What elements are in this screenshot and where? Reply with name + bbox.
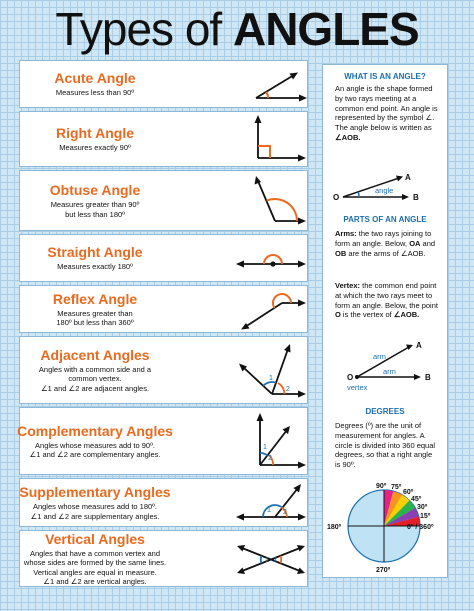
arms-text-2: are the arms of ∠AOB.	[346, 248, 426, 258]
card-right-angle-text	[20, 112, 170, 166]
obtuse-angle-diagram	[170, 171, 307, 230]
card-straight-angle-text	[20, 235, 170, 281]
card-straight-angle-title: Straight Angle	[47, 244, 143, 261]
what-is-an-angle-text	[335, 84, 439, 143]
degree-label-30: 30º	[417, 504, 428, 511]
card-obtuse-angle	[19, 170, 308, 231]
card-obtuse-angle-title: Obtuse Angle	[49, 182, 141, 198]
degrees-heading: DEGREES	[365, 407, 405, 416]
vertex-text-1: the common end point at which the two rays meet to form an angle. Below, the point	[335, 281, 438, 310]
parts-diagram-arm-2: arm	[383, 367, 396, 376]
vertex-text-2: is the vertex of	[340, 310, 394, 320]
adjacent-angle-label-2: 2	[286, 386, 290, 393]
vertical-angle-label-1: 1	[265, 557, 269, 564]
vertex-o: O	[335, 310, 341, 320]
parts-of-an-angle-heading: PARTS OF AN ANGLE	[343, 215, 427, 224]
card-vertical-angles-title: Vertical Angles	[45, 530, 145, 547]
what-aob: ∠AOB.	[335, 132, 361, 142]
what-text: An angle is the shape formed by two rays meeting at a common end point. An angle is represented by the symbol ∠. The angle below is written as	[335, 84, 438, 133]
complementary-angle-label-2: 2	[268, 455, 272, 462]
card-adjacent-angles-title: Adjacent Angles	[40, 346, 150, 363]
card-supplementary-angles-text	[20, 479, 170, 526]
degree-label-60: 60º	[403, 489, 414, 496]
card-straight-angle-desc: Measures exactly 180º	[57, 262, 133, 272]
card-acute-angle-desc: Measures less than 90º	[55, 88, 135, 98]
what-diagram-b: B	[413, 193, 419, 202]
card-adjacent-angles	[19, 336, 308, 404]
card-supplementary-angles-desc: Angles whose measures add to 180º. ∠1 and ∠2 are supplementary angles.	[30, 502, 160, 521]
card-reflex-angle-title: Reflex Angle	[52, 290, 138, 307]
card-adjacent-angles-text	[20, 337, 170, 403]
title-part-types-of: Types of	[55, 3, 233, 55]
degree-circle-diagram	[323, 475, 447, 577]
arms-and: and	[420, 238, 436, 248]
what-is-angle-diagram	[323, 171, 447, 215]
card-complementary-angles	[19, 407, 308, 475]
supplementary-angles-diagram	[170, 479, 307, 526]
what-diagram-a: A	[405, 173, 411, 182]
sidebar-panel	[322, 64, 448, 578]
complementary-angles-diagram	[170, 408, 307, 474]
vertex-aob: ∠AOB.	[393, 310, 420, 320]
card-complementary-angles-title: Complementary Angles	[17, 422, 173, 439]
degree-label-75: 75º	[391, 484, 402, 491]
poster-title	[0, 4, 474, 54]
card-complementary-angles-text	[17, 408, 173, 474]
arms-ob: OB	[335, 248, 347, 258]
acute-angle-diagram	[170, 61, 307, 107]
degree-label-45: 45º	[411, 496, 422, 503]
card-reflex-angle-text	[20, 286, 170, 332]
what-diagram-o: O	[333, 193, 340, 202]
parts-of-angle-diagram	[323, 337, 447, 397]
what-diagram-angle: angle	[375, 186, 394, 195]
adjacent-angle-label-1: 1	[269, 375, 273, 382]
adjacent-angles-diagram	[170, 337, 307, 403]
parts-diagram-a: A	[416, 341, 422, 350]
card-acute-angle-text	[20, 61, 170, 107]
card-supplementary-angles	[19, 478, 308, 527]
parts-diagram-o: O	[347, 373, 354, 382]
card-right-angle-title: Right Angle	[55, 125, 135, 142]
supplementary-angle-label-1: 1	[267, 507, 271, 514]
degree-label-15: 15º	[420, 513, 431, 520]
arms-text-1: the two rays joining to form an angle. Below,	[335, 229, 432, 248]
card-vertical-angles-desc: Angles that have a common vertex and whose sides are formed by the same lines. Vertical angles are equal in measure. ∠1 and ∠2 are vertical angles.	[23, 548, 167, 586]
title-part-angles: ANGLES	[232, 3, 419, 55]
card-obtuse-angle-desc: Measures greater than 90º but less than 180º	[50, 200, 140, 219]
card-vertical-angles	[19, 530, 308, 587]
card-acute-angle	[19, 60, 308, 108]
degree-label-0-360: 0º / 360º	[407, 524, 434, 531]
degree-label-90: 90º	[376, 483, 387, 490]
arms-label: Arms:	[335, 229, 357, 238]
complementary-angle-label-1: 1	[263, 444, 267, 451]
right-angle-diagram	[170, 112, 307, 166]
vertex-text	[335, 281, 439, 320]
card-obtuse-angle-text	[20, 171, 170, 230]
card-acute-angle-title: Acute Angle	[54, 70, 136, 87]
degrees-text: Degrees (º) are the unit of measurement for angles. A circle is divided into 360 equal degrees, so that a right angle is 90º.	[335, 421, 436, 470]
vertex-label: Vertex:	[335, 281, 361, 290]
degree-label-270: 270º	[376, 567, 391, 574]
arms-oa: OA	[409, 238, 421, 248]
arms-text	[335, 229, 439, 258]
degree-label-180: 180º	[327, 524, 342, 531]
card-adjacent-angles-desc: Angles with a common side and a common vertex. ∠1 and ∠2 are adjacent angles.	[38, 364, 152, 393]
reflex-angle-diagram	[170, 286, 307, 332]
parts-diagram-b: B	[425, 373, 431, 382]
card-complementary-angles-desc: Angles whose measures add to 90º. ∠1 and ∠2 are complementary angles.	[29, 440, 161, 459]
parts-diagram-arm-1: arm	[373, 352, 386, 361]
card-right-angle	[19, 111, 308, 167]
card-vertical-angles-text	[20, 531, 170, 586]
supplementary-angle-label-2: 2	[283, 509, 287, 516]
card-straight-angle	[19, 234, 308, 282]
card-reflex-angle-desc: Measures greater than 180º but less than 360º	[56, 308, 134, 327]
straight-angle-diagram	[170, 235, 307, 281]
parts-diagram-vertex: vertex	[347, 383, 368, 392]
card-right-angle-desc: Measures exactly 90º	[59, 143, 131, 153]
what-is-an-angle-heading: WHAT IS AN ANGLE?	[344, 72, 426, 81]
vertical-angles-diagram	[170, 531, 307, 586]
card-reflex-angle	[19, 285, 308, 333]
vertical-angle-label-2: 2	[273, 557, 277, 564]
card-supplementary-angles-title: Supplementary Angles	[19, 484, 171, 500]
